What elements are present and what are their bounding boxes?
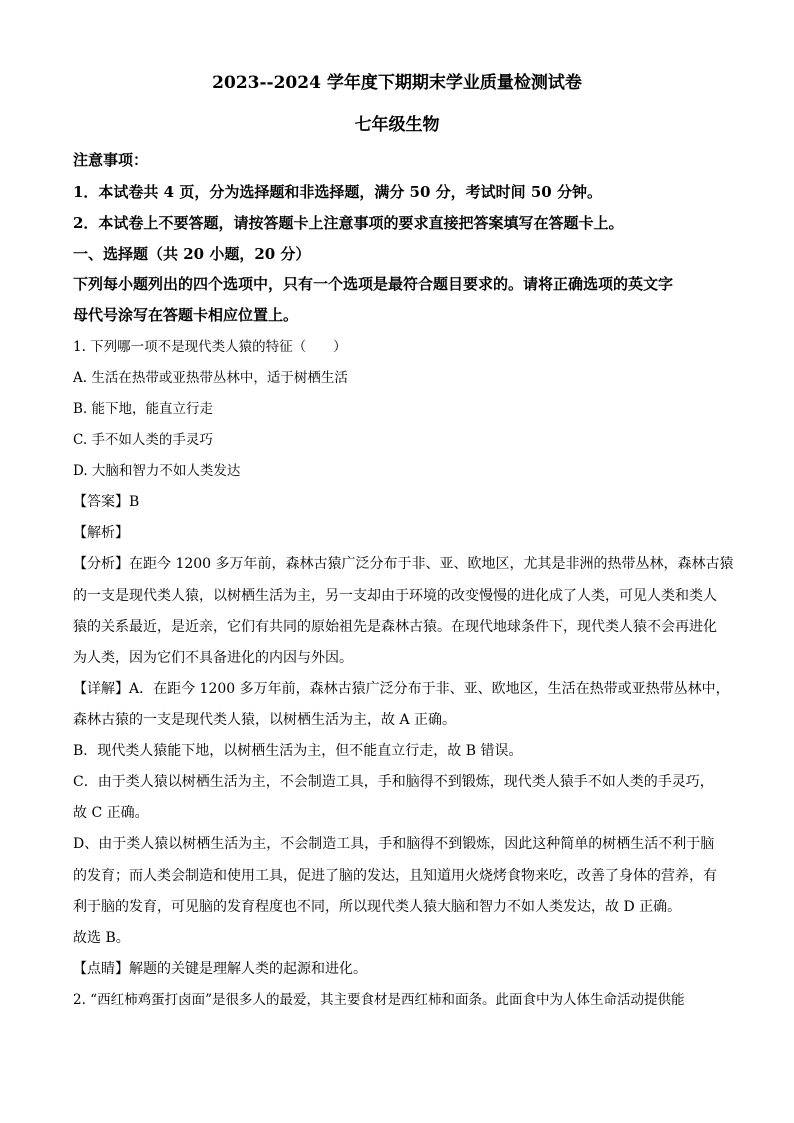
question-1-option-a: A. 生活在热带或亚热带丛林中，适于树栖生活 xyxy=(73,370,348,386)
note-item-1: 1．本试卷共 4 页，分为选择题和非选择题，满分 50 分，考试时间 50 分钟。 xyxy=(73,183,602,201)
exam-subject: 七年级生物 xyxy=(354,115,440,135)
section-heading: 一、选择题（共 20 小题，20 分） xyxy=(73,245,311,263)
analysis-line: 【分析】在距今 1200 多万年前，森林古猿广泛分布于非、亚、欧地区，尤其是非洲的热带丛林，森林古猿 xyxy=(73,556,734,572)
analysis-line: 为人类，因为它们不具备进化的内因与外因。 xyxy=(73,650,353,666)
question-1-option-b: B. 能下地，能直立行走 xyxy=(73,401,214,417)
analysis-line: 森林古猿的一支是现代类人猿，以树栖生活为主，故 A 正确。 xyxy=(73,712,457,728)
question-1-option-c: C. 手不如人类的手灵巧 xyxy=(73,432,213,448)
question-2-stem: 2. “西红柿鸡蛋打卤面”是很多人的最爱，其主要食材是西红柿和面条。此面食中为人体生命活动提供能 xyxy=(73,992,685,1008)
analysis-line: D、由于类人猿以树栖生活为主，不会制造工具，手和脑得不到锻炼，因此这种简单的树栖生活不利于脑 xyxy=(73,836,715,852)
analysis-line: 【详解】A．在距今 1200 多万年前，森林古猿广泛分布于非、亚、欧地区，生活在热带或亚热带丛林中， xyxy=(73,681,730,697)
note-item-2: 2．本试卷上不要答题，请按答题卡上注意事项的要求直接把答案填写在答题卡上。 xyxy=(73,214,624,232)
question-1-answer: 【答案】B xyxy=(73,494,140,510)
analysis-line: 猿的关系最近，是近亲，它们有共同的原始祖先是森林古猿。在现代地球条件下，现代类人猿不会再进化 xyxy=(73,619,717,635)
notes-heading: 注意事项： xyxy=(73,151,149,169)
analysis-line: C．由于类人猿以树栖生活为主，不会制造工具，手和脑得不到锻炼，现代类人猿手不如人类的手灵巧， xyxy=(73,774,714,790)
exam-title: 2023--2024 学年度下期期末学业质量检测试卷 xyxy=(212,73,582,93)
analysis-line: 故选 B。 xyxy=(73,930,130,946)
analysis-line: 利于脑的发育，可见脑的发育程度也不同，所以现代类人猿大脑和智力不如人类发达，故 D 正确。 xyxy=(73,899,682,915)
analysis-line: 的发育；而人类会制造和使用工具，促进了脑的发达，且知道用火烧烤食物来吃，改善了身体的营养，有 xyxy=(73,868,717,884)
question-1-option-d: D. 大脑和智力不如人类发达 xyxy=(73,463,241,479)
section-instruction-line-1: 下列每小题列出的四个选项中，只有一个选项是最符合题目要求的。请将正确选项的英文字 xyxy=(73,275,674,293)
analysis-line: 【点睛】解题的关键是理解人类的起源和进化。 xyxy=(73,961,367,977)
question-1-analysis-label: 【解析】 xyxy=(73,525,129,541)
analysis-line: 故 C 正确。 xyxy=(73,805,149,821)
question-1-stem: 1. 下列哪一项不是现代类人猿的特征（ ） xyxy=(73,339,347,355)
analysis-line: 的一支是现代类人猿，以树栖生活为主，另一支却由于环境的改变慢慢的进化成了人类，可见人类和类人 xyxy=(73,588,717,604)
section-instruction-line-2: 母代号涂写在答题卡相应位置上。 xyxy=(73,306,299,324)
analysis-line: B．现代类人猿能下地，以树栖生活为主，但不能直立行走，故 B 错误。 xyxy=(73,743,523,759)
